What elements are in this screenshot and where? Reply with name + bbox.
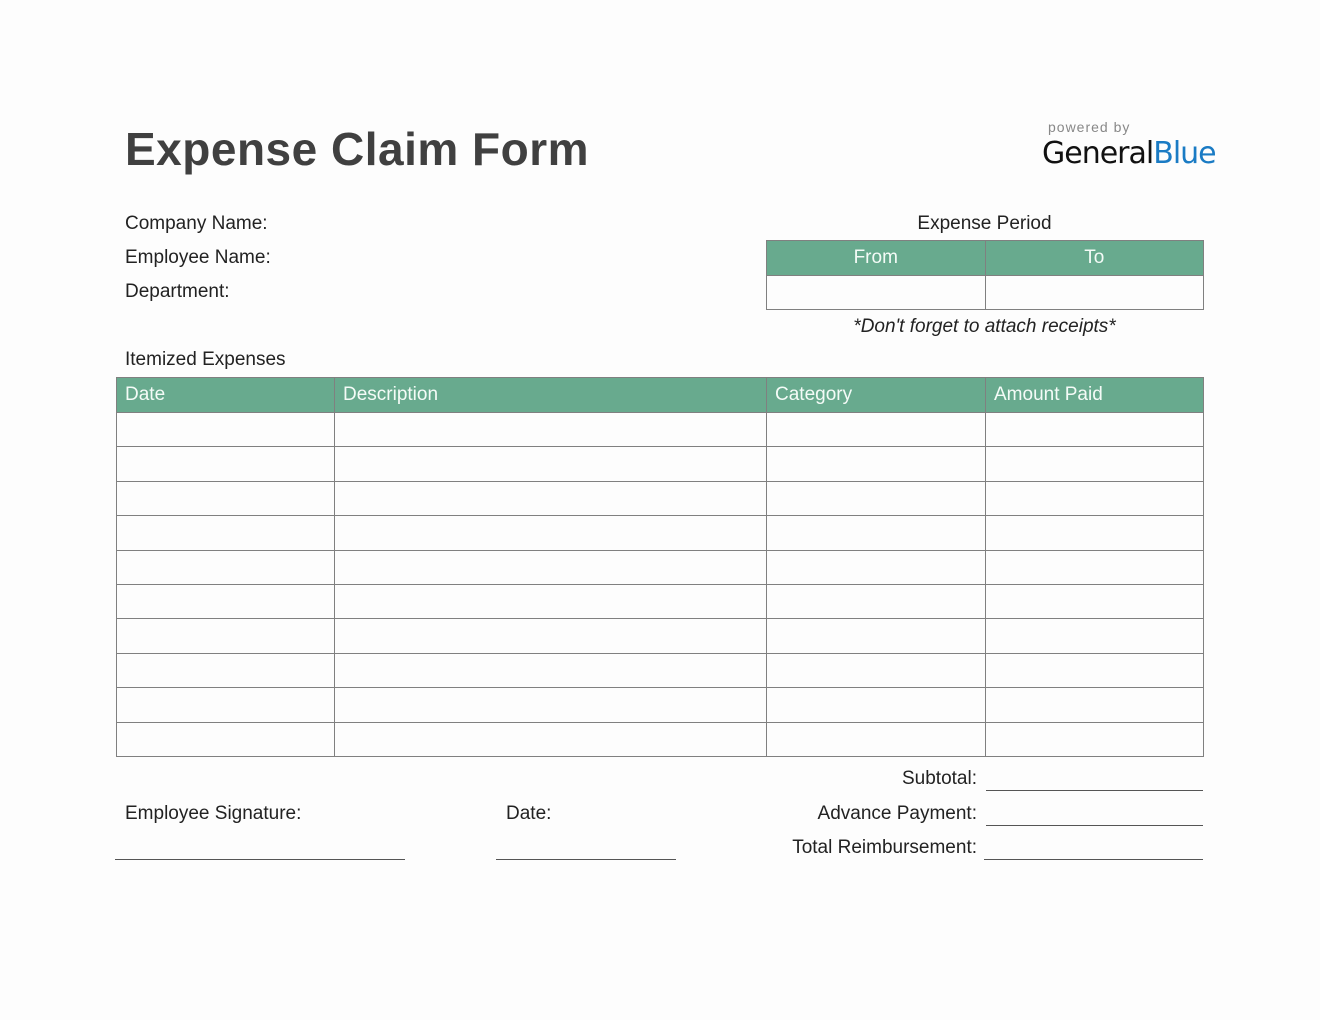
- table-row: [117, 653, 1204, 687]
- col-amount: Amount Paid: [986, 378, 1204, 413]
- table-row: [117, 688, 1204, 722]
- date-cell[interactable]: [117, 516, 335, 550]
- amount-cell[interactable]: [986, 653, 1204, 687]
- expenses-table: [116, 377, 1204, 757]
- table-row: [117, 447, 1204, 481]
- itemized-expenses-title: Itemized Expenses: [125, 349, 286, 370]
- category-cell[interactable]: [767, 550, 986, 584]
- amount-cell[interactable]: [986, 413, 1204, 447]
- category-cell[interactable]: [767, 481, 986, 515]
- amount-cell[interactable]: [986, 447, 1204, 481]
- subtotal-field[interactable]: [986, 790, 1203, 791]
- date-cell[interactable]: [117, 584, 335, 618]
- brand-general: General: [1042, 136, 1154, 171]
- amount-cell[interactable]: [986, 481, 1204, 515]
- description-cell[interactable]: [335, 550, 767, 584]
- page-title: Expense Claim Form: [125, 123, 590, 175]
- col-description: Description: [335, 378, 767, 413]
- employee-signature-field[interactable]: [115, 859, 405, 860]
- amount-cell[interactable]: [986, 722, 1204, 756]
- description-cell[interactable]: [335, 413, 767, 447]
- date-cell[interactable]: [117, 481, 335, 515]
- category-cell[interactable]: [767, 516, 986, 550]
- table-row: [117, 550, 1204, 584]
- receipts-note: *Don't forget to attach receipts*: [853, 316, 1116, 337]
- category-cell[interactable]: [767, 413, 986, 447]
- employee-name-label: Employee Name:: [125, 247, 271, 268]
- employee-signature-label: Employee Signature:: [125, 803, 302, 824]
- department-label: Department:: [125, 281, 230, 302]
- amount-cell[interactable]: [986, 584, 1204, 618]
- brand-blue: Blue: [1153, 136, 1216, 171]
- category-cell[interactable]: [767, 447, 986, 481]
- brand-logo: [1042, 136, 1216, 171]
- subtotal-label: Subtotal:: [902, 768, 977, 789]
- table-row: [117, 722, 1204, 756]
- description-cell[interactable]: [335, 447, 767, 481]
- period-from-header: From: [767, 241, 986, 276]
- description-cell[interactable]: [335, 481, 767, 515]
- table-row: [117, 516, 1204, 550]
- date-cell[interactable]: [117, 653, 335, 687]
- description-cell[interactable]: [335, 722, 767, 756]
- description-cell[interactable]: [335, 653, 767, 687]
- date-cell[interactable]: [117, 619, 335, 653]
- total-reimbursement-field[interactable]: [984, 859, 1203, 860]
- amount-cell[interactable]: [986, 688, 1204, 722]
- description-cell[interactable]: [335, 584, 767, 618]
- date-cell[interactable]: [117, 413, 335, 447]
- col-date: Date: [117, 378, 335, 413]
- period-to-cell[interactable]: [985, 276, 1204, 310]
- company-name-label: Company Name:: [125, 213, 268, 234]
- category-cell[interactable]: [767, 653, 986, 687]
- description-cell[interactable]: [335, 516, 767, 550]
- signature-date-field[interactable]: [496, 859, 676, 860]
- amount-cell[interactable]: [986, 516, 1204, 550]
- period-from-cell[interactable]: [767, 276, 986, 310]
- period-to-header: To: [985, 241, 1204, 276]
- category-cell[interactable]: [767, 722, 986, 756]
- amount-cell[interactable]: [986, 550, 1204, 584]
- amount-cell[interactable]: [986, 619, 1204, 653]
- table-row: [117, 584, 1204, 618]
- date-cell[interactable]: [117, 550, 335, 584]
- date-cell[interactable]: [117, 688, 335, 722]
- table-row: [117, 619, 1204, 653]
- category-cell[interactable]: [767, 584, 986, 618]
- signature-date-label: Date:: [506, 803, 552, 824]
- date-cell[interactable]: [117, 447, 335, 481]
- col-category: Category: [767, 378, 986, 413]
- table-row: [117, 481, 1204, 515]
- category-cell[interactable]: [767, 619, 986, 653]
- description-cell[interactable]: [335, 619, 767, 653]
- date-cell[interactable]: [117, 722, 335, 756]
- description-cell[interactable]: [335, 688, 767, 722]
- advance-payment-label: Advance Payment:: [817, 803, 977, 824]
- powered-by: powered by: [1048, 119, 1131, 135]
- category-cell[interactable]: [767, 688, 986, 722]
- total-reimbursement-label: Total Reimbursement:: [792, 837, 977, 858]
- expense-period-title: Expense Period: [917, 213, 1052, 234]
- expense-period-table: [766, 240, 1204, 310]
- advance-payment-field[interactable]: [986, 825, 1203, 826]
- table-row: [117, 413, 1204, 447]
